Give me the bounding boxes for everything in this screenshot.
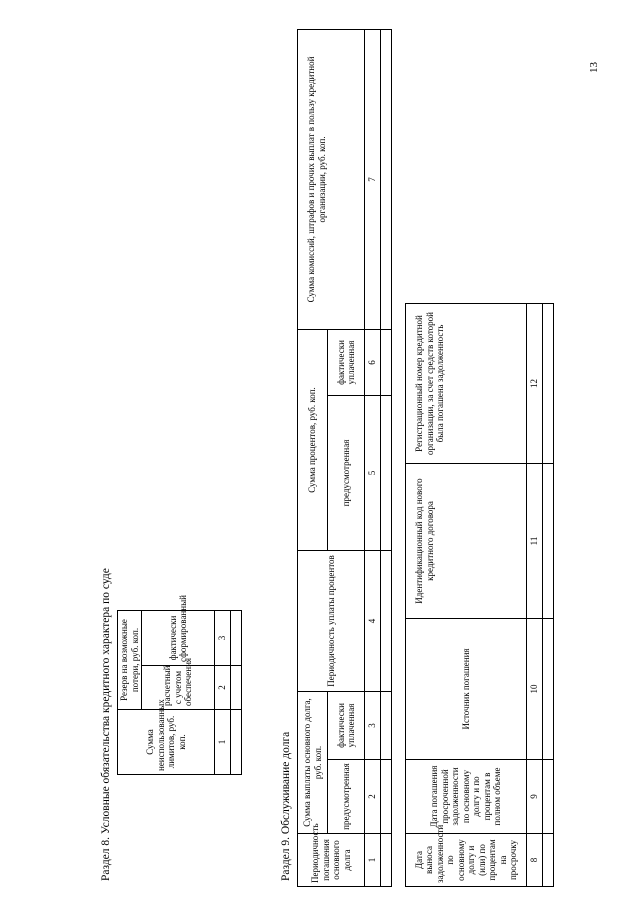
col-number: 9 (527, 760, 543, 834)
col-number: 1 (365, 834, 381, 887)
header-interest-planned: предусмотренная (328, 395, 365, 550)
empty-cell (231, 611, 242, 666)
section8-title: Раздел 8. Условные обязательства кредитного характера по суде (100, 568, 112, 881)
col-number: 2 (365, 760, 381, 834)
header-commissions: Сумма комиссий, штрафов и прочих выплат в пользу кредитной организации, руб. коп. (298, 29, 365, 329)
empty-cell (381, 29, 392, 329)
col-number: 11 (527, 464, 543, 619)
header-interest-periodicity: Периодичность уплаты процентов (298, 550, 365, 691)
empty-cell (381, 691, 392, 759)
col-number: 3 (215, 611, 231, 666)
page-number: 13 (588, 62, 600, 73)
empty-cell (543, 760, 554, 834)
section8-table (117, 595, 242, 775)
header-principal-sum: Сумма выплаты основного долга, руб. коп. (298, 691, 328, 833)
col-number: 10 (527, 619, 543, 760)
section9-table-1 (297, 29, 392, 887)
empty-cell (381, 550, 392, 691)
header-repay-source: Источник погашения (406, 619, 527, 760)
col-number: 5 (365, 395, 381, 550)
section9-title: Раздел 9. Обслуживание долга (280, 731, 292, 881)
header-repay-date: Дата погашения просроченной задолженности по основному долгу и по процентам в полном объеме (406, 760, 527, 834)
empty-cell (231, 710, 242, 775)
header-overdue-date: Дата выноса задолженности по основному долгу и (или) по процентам на просрочку (406, 834, 527, 887)
header-interest-sum: Сумма процентов, руб. коп. (298, 329, 328, 550)
empty-cell (381, 834, 392, 887)
col-number: 7 (365, 29, 381, 329)
empty-cell (543, 464, 554, 619)
header-interest-actual: фактически уплаченная (328, 329, 365, 395)
header-principal-actual: фактически уплаченная (328, 691, 365, 759)
col-number: 2 (215, 666, 231, 710)
empty-cell (231, 666, 242, 710)
col-number: 8 (527, 834, 543, 887)
empty-cell (381, 760, 392, 834)
col-number: 3 (365, 691, 381, 759)
header-registration-number: Регистрационный номер кредитной организации, за счет средств которой была погашена задолженность (406, 304, 527, 464)
header-reserve: Резерв на возможные потери, руб. коп. (118, 611, 142, 710)
col-number: 4 (365, 550, 381, 691)
empty-cell (543, 304, 554, 464)
empty-cell (381, 395, 392, 550)
header-principal-planned: предусмотренная (328, 760, 365, 834)
empty-cell (543, 619, 554, 760)
section9-table-2 (405, 303, 554, 887)
header-new-contract-code: Идентификационный код нового кредитного договора (406, 464, 527, 619)
header-reserve-calc: расчетный с учетом обеспечения (142, 666, 215, 710)
empty-cell (381, 329, 392, 395)
header-principal-periodicity: Периодичность погашения основного долга (298, 834, 365, 887)
empty-cell (543, 834, 554, 887)
col-number: 6 (365, 329, 381, 395)
col-number: 12 (527, 304, 543, 464)
header-unused-limits: Сумма неиспользованных лимитов, руб. коп. (118, 710, 215, 775)
col-number: 1 (215, 710, 231, 775)
header-reserve-actual: фактически сформированный (142, 611, 215, 666)
